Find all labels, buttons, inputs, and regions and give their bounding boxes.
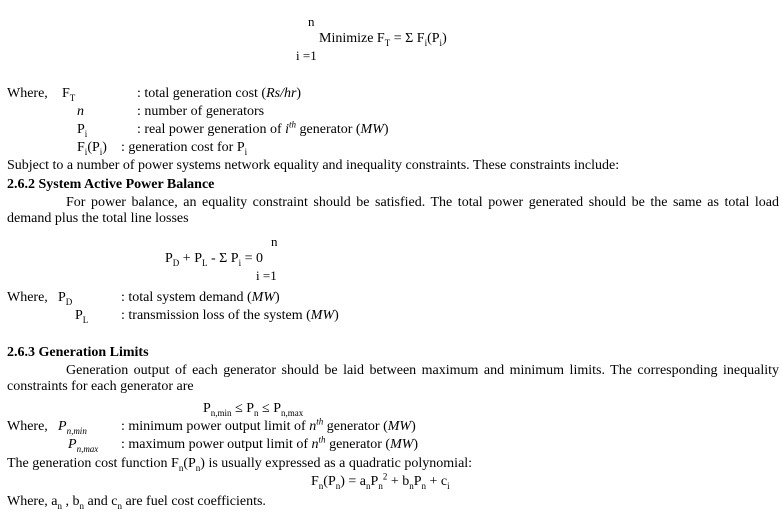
def-desc-pnmin: : minimum power output limit of $n^{th}$ generator (MW) xyxy=(121,416,416,434)
section-heading-power-balance: 2.6.2 System Active Power Balance xyxy=(7,177,215,192)
def-symbol-ft: $F_T$ xyxy=(62,86,76,103)
def-desc-pl: : transmission loss of the system (MW) xyxy=(121,308,339,323)
def-symbol-pnmin: $P_{n,min}$ xyxy=(58,419,87,436)
fuel-cost-coefficients: Where, $a_n$ , $b_n$ and $c_n$ are fuel cost coefficients. xyxy=(7,494,266,511)
power-balance-paragraph: For power balance, an equality constraint should be satisfied. The total power generated should be the same as total load demand plus the total line losses xyxy=(7,195,779,226)
def-symbol-pnmax: $P_{n,max}$ xyxy=(68,437,99,454)
def-desc-pi: : real power generation of $i^{th}$ generator (MW) xyxy=(137,119,389,137)
power-balance-sum-lower: i =1 xyxy=(256,268,277,283)
constraints-intro: Subject to a number of power systems network equality and inequality constraints. These constraints include: xyxy=(7,158,620,173)
def-desc-ft: : total generation cost (Rs/hr) xyxy=(137,86,302,101)
objective-equation: Minimize $F_T = \Sigma$ $F_i(P_i)$ xyxy=(319,31,447,48)
def-desc-pnmax: : maximum power output limit of $n^{th}$ generator (MW) xyxy=(121,434,419,452)
cost-function-equation: $F_n(P_n) = a_nP_n^2 + b_nP_n + c_i$ xyxy=(311,471,450,491)
generation-limits-inequality: $P_{n,min} \le P_n \le P_{n,max}$ xyxy=(203,401,304,418)
section-heading-generation-limits: 2.6.3 Generation Limits xyxy=(7,345,149,360)
objective-sum-upper: n xyxy=(308,14,315,29)
def-symbol-pl: $P_L$ xyxy=(75,308,89,325)
def-desc-n: : number of generators xyxy=(137,104,265,119)
where-label-power-balance: Where, xyxy=(7,290,48,305)
power-balance-sum-upper: n xyxy=(271,234,278,249)
def-symbol-pi: $P_i$ xyxy=(77,122,88,139)
power-balance-equation: $P_D + P_L - \Sigma$ $P_i = 0$ xyxy=(165,251,264,268)
def-symbol-pd: $P_D$ xyxy=(58,290,73,307)
def-symbol-fipi: $F_i(P_i)$ xyxy=(77,140,107,157)
where-label: Where, xyxy=(7,86,48,101)
cost-function-intro: The generation cost function $F_n(P_n)$ is usually expressed as a quadratic polynomial: xyxy=(7,456,473,473)
def-desc-fipi: : generation cost for $P_i$ xyxy=(121,140,248,157)
def-desc-pd: : total system demand (MW) xyxy=(121,290,280,305)
generation-limits-paragraph: Generation output of each generator should be laid between maximum and minimum limits. The corresponding inequality constraints for each generator are xyxy=(7,363,779,394)
where-label-limits: Where, xyxy=(7,419,48,434)
def-symbol-n: n xyxy=(77,104,84,119)
objective-sum-lower: i =1 xyxy=(296,48,317,63)
